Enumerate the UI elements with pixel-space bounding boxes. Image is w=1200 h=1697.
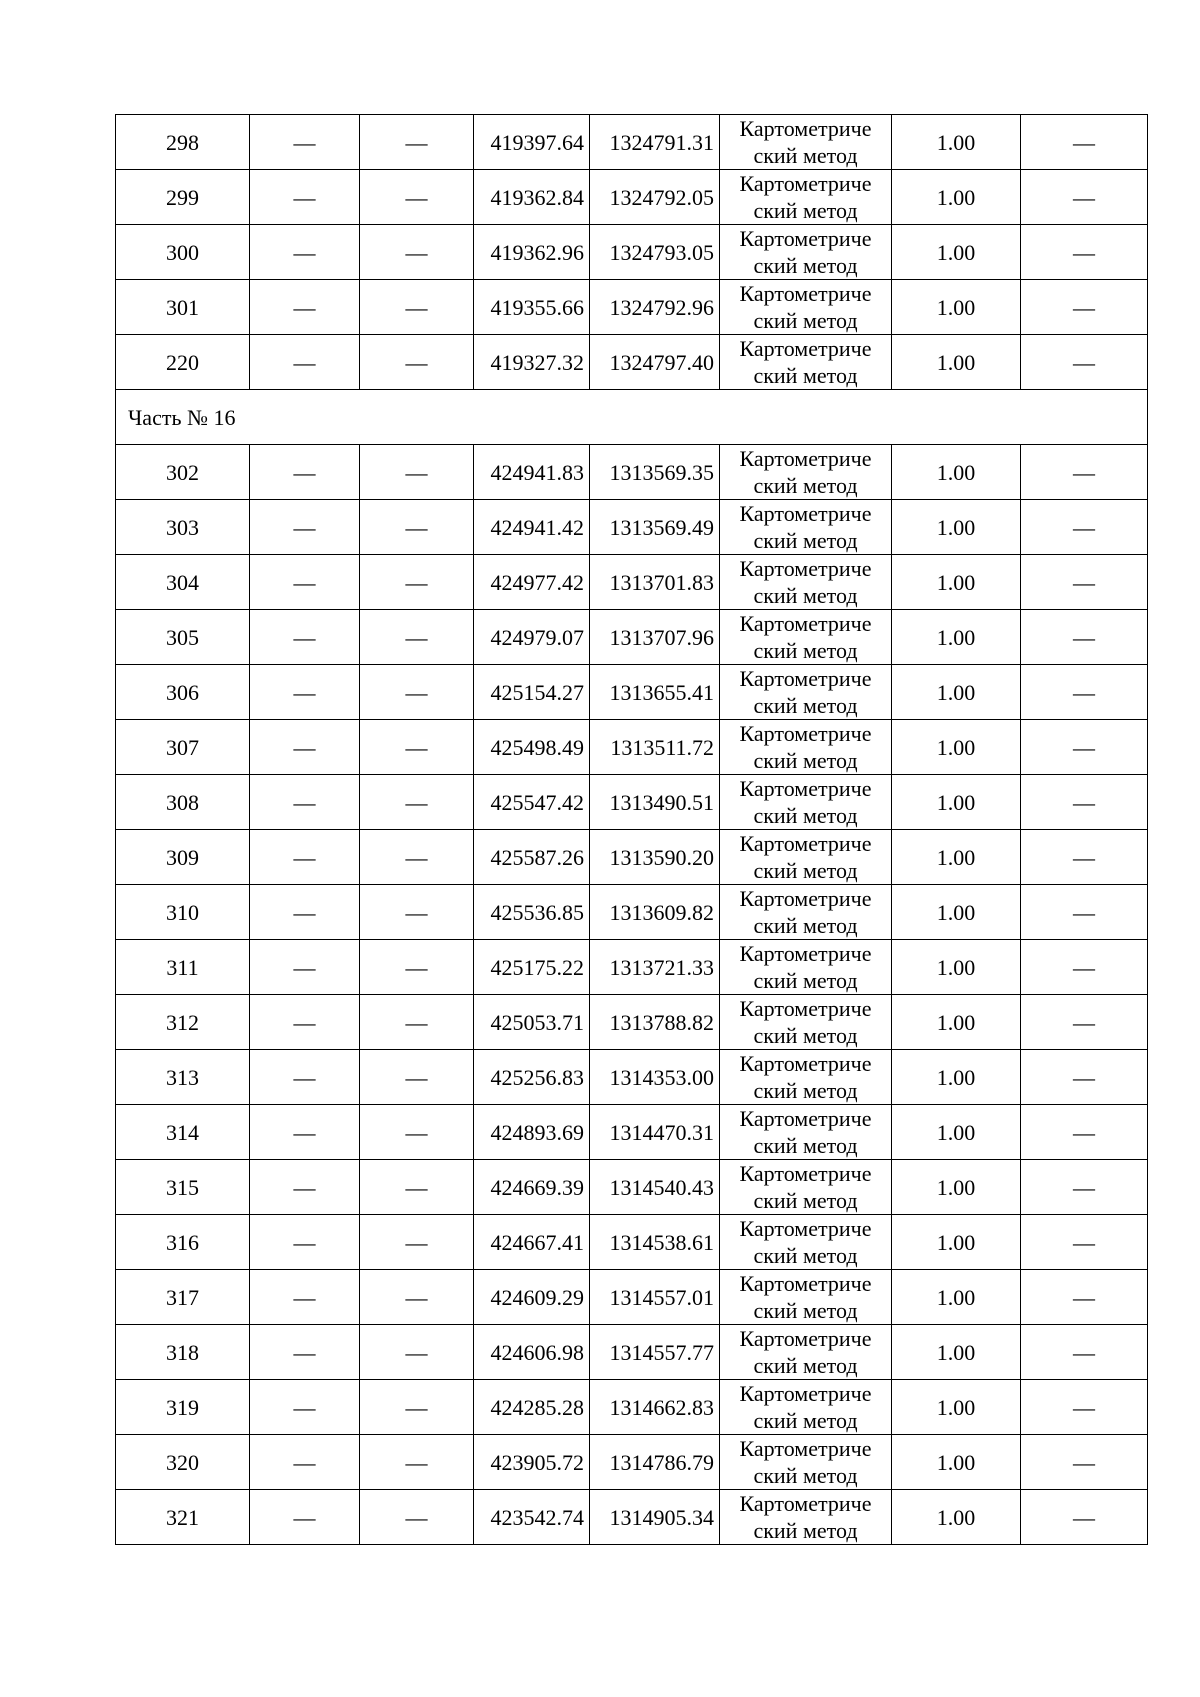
accuracy-cell: 1.00 xyxy=(892,500,1021,555)
old-x-cell: — xyxy=(250,885,360,940)
new-y-cell: 1324792.96 xyxy=(590,280,720,335)
method-cell: Картометриче ский метод xyxy=(720,1050,892,1105)
new-y-cell: 1314353.00 xyxy=(590,1050,720,1105)
new-y-cell: 1313569.35 xyxy=(590,445,720,500)
point-number-cell: 315 xyxy=(116,1160,250,1215)
point-number-cell: 317 xyxy=(116,1270,250,1325)
old-y-cell: — xyxy=(360,445,474,500)
old-x-cell: — xyxy=(250,1435,360,1490)
point-number-cell: 313 xyxy=(116,1050,250,1105)
method-cell: Картометриче ский метод xyxy=(720,1215,892,1270)
method-cell: Картометриче ский метод xyxy=(720,940,892,995)
accuracy-cell: 1.00 xyxy=(892,665,1021,720)
old-x-cell: — xyxy=(250,665,360,720)
new-y-cell: 1314538.61 xyxy=(590,1215,720,1270)
method-cell: Картометриче ский метод xyxy=(720,1325,892,1380)
description-cell: — xyxy=(1021,225,1148,280)
old-x-cell: — xyxy=(250,1380,360,1435)
table-row xyxy=(116,775,1148,830)
old-x-cell: — xyxy=(250,1270,360,1325)
new-x-cell: 419362.84 xyxy=(474,170,590,225)
description-cell: — xyxy=(1021,1435,1148,1490)
new-y-cell: 1314557.77 xyxy=(590,1325,720,1380)
description-cell: — xyxy=(1021,1105,1148,1160)
description-cell: — xyxy=(1021,445,1148,500)
old-y-cell: — xyxy=(360,885,474,940)
accuracy-cell: 1.00 xyxy=(892,1435,1021,1490)
old-y-cell: — xyxy=(360,1160,474,1215)
description-cell: — xyxy=(1021,1160,1148,1215)
method-cell: Картометриче ский метод xyxy=(720,610,892,665)
point-number-cell: 320 xyxy=(116,1435,250,1490)
table-row xyxy=(116,1215,1148,1270)
description-cell: — xyxy=(1021,500,1148,555)
new-y-cell: 1324792.05 xyxy=(590,170,720,225)
old-x-cell: — xyxy=(250,940,360,995)
accuracy-cell: 1.00 xyxy=(892,1325,1021,1380)
old-y-cell: — xyxy=(360,225,474,280)
description-cell: — xyxy=(1021,610,1148,665)
new-y-cell: 1313788.82 xyxy=(590,995,720,1050)
table-row xyxy=(116,280,1148,335)
point-number-cell: 300 xyxy=(116,225,250,280)
method-cell: Картометриче ский метод xyxy=(720,720,892,775)
accuracy-cell: 1.00 xyxy=(892,775,1021,830)
table-row xyxy=(116,500,1148,555)
new-y-cell: 1314557.01 xyxy=(590,1270,720,1325)
accuracy-cell: 1.00 xyxy=(892,940,1021,995)
old-x-cell: — xyxy=(250,445,360,500)
method-cell: Картометриче ский метод xyxy=(720,1160,892,1215)
old-y-cell: — xyxy=(360,775,474,830)
method-cell: Картометриче ский метод xyxy=(720,885,892,940)
description-cell: — xyxy=(1021,1215,1148,1270)
point-number-cell: 307 xyxy=(116,720,250,775)
old-x-cell: — xyxy=(250,280,360,335)
description-cell: — xyxy=(1021,885,1148,940)
description-cell: — xyxy=(1021,1050,1148,1105)
point-number-cell: 308 xyxy=(116,775,250,830)
new-x-cell: 425498.49 xyxy=(474,720,590,775)
table-row xyxy=(116,885,1148,940)
accuracy-cell: 1.00 xyxy=(892,1050,1021,1105)
table-row xyxy=(116,995,1148,1050)
old-y-cell: — xyxy=(360,1215,474,1270)
accuracy-cell: 1.00 xyxy=(892,555,1021,610)
old-y-cell: — xyxy=(360,610,474,665)
description-cell: — xyxy=(1021,665,1148,720)
old-x-cell: — xyxy=(250,115,360,170)
point-number-cell: 310 xyxy=(116,885,250,940)
accuracy-cell: 1.00 xyxy=(892,1490,1021,1545)
accuracy-cell: 1.00 xyxy=(892,335,1021,390)
old-y-cell: — xyxy=(360,1435,474,1490)
old-x-cell: — xyxy=(250,1215,360,1270)
method-cell: Картометриче ский метод xyxy=(720,115,892,170)
new-x-cell: 419397.64 xyxy=(474,115,590,170)
table-row xyxy=(116,1270,1148,1325)
old-x-cell: — xyxy=(250,170,360,225)
accuracy-cell: 1.00 xyxy=(892,720,1021,775)
new-y-cell: 1313511.72 xyxy=(590,720,720,775)
point-number-cell: 314 xyxy=(116,1105,250,1160)
description-cell: — xyxy=(1021,775,1148,830)
description-cell: — xyxy=(1021,555,1148,610)
table-row xyxy=(116,610,1148,665)
old-y-cell: — xyxy=(360,720,474,775)
old-y-cell: — xyxy=(360,170,474,225)
table-row xyxy=(116,1435,1148,1490)
point-number-cell: 303 xyxy=(116,500,250,555)
new-x-cell: 419327.32 xyxy=(474,335,590,390)
new-x-cell: 423905.72 xyxy=(474,1435,590,1490)
new-x-cell: 425053.71 xyxy=(474,995,590,1050)
old-x-cell: — xyxy=(250,1325,360,1380)
new-y-cell: 1313707.96 xyxy=(590,610,720,665)
method-cell: Картометриче ский метод xyxy=(720,665,892,720)
method-cell: Картометриче ский метод xyxy=(720,555,892,610)
old-y-cell: — xyxy=(360,280,474,335)
new-y-cell: 1314540.43 xyxy=(590,1160,720,1215)
old-x-cell: — xyxy=(250,1050,360,1105)
table-row xyxy=(116,720,1148,775)
new-y-cell: 1313590.20 xyxy=(590,830,720,885)
new-y-cell: 1324791.31 xyxy=(590,115,720,170)
method-cell: Картометриче ский метод xyxy=(720,1490,892,1545)
accuracy-cell: 1.00 xyxy=(892,1160,1021,1215)
old-x-cell: — xyxy=(250,610,360,665)
accuracy-cell: 1.00 xyxy=(892,1380,1021,1435)
old-x-cell: — xyxy=(250,500,360,555)
method-cell: Картометриче ский метод xyxy=(720,170,892,225)
table-row xyxy=(116,445,1148,500)
table-row xyxy=(116,830,1148,885)
section-title: Часть № 16 xyxy=(116,390,1148,445)
method-cell: Картометриче ский метод xyxy=(720,225,892,280)
old-y-cell: — xyxy=(360,115,474,170)
new-x-cell: 424667.41 xyxy=(474,1215,590,1270)
new-x-cell: 424893.69 xyxy=(474,1105,590,1160)
description-cell: — xyxy=(1021,1380,1148,1435)
table-row xyxy=(116,170,1148,225)
old-y-cell: — xyxy=(360,665,474,720)
accuracy-cell: 1.00 xyxy=(892,280,1021,335)
new-y-cell: 1314786.79 xyxy=(590,1435,720,1490)
new-y-cell: 1314662.83 xyxy=(590,1380,720,1435)
old-y-cell: — xyxy=(360,1105,474,1160)
old-y-cell: — xyxy=(360,1490,474,1545)
table-row xyxy=(116,1105,1148,1160)
old-x-cell: — xyxy=(250,1160,360,1215)
coordinates-table xyxy=(115,114,1148,1545)
point-number-cell: 301 xyxy=(116,280,250,335)
old-y-cell: — xyxy=(360,1050,474,1105)
point-number-cell: 304 xyxy=(116,555,250,610)
description-cell: — xyxy=(1021,170,1148,225)
accuracy-cell: 1.00 xyxy=(892,1215,1021,1270)
table-row xyxy=(116,115,1148,170)
new-y-cell: 1313721.33 xyxy=(590,940,720,995)
accuracy-cell: 1.00 xyxy=(892,995,1021,1050)
section-header-row xyxy=(116,390,1148,445)
old-x-cell: — xyxy=(250,225,360,280)
table-row xyxy=(116,1490,1148,1545)
point-number-cell: 316 xyxy=(116,1215,250,1270)
old-y-cell: — xyxy=(360,940,474,995)
method-cell: Картометриче ский метод xyxy=(720,445,892,500)
point-number-cell: 319 xyxy=(116,1380,250,1435)
new-x-cell: 424669.39 xyxy=(474,1160,590,1215)
method-cell: Картометриче ский метод xyxy=(720,775,892,830)
new-x-cell: 424977.42 xyxy=(474,555,590,610)
accuracy-cell: 1.00 xyxy=(892,830,1021,885)
new-x-cell: 419355.66 xyxy=(474,280,590,335)
point-number-cell: 220 xyxy=(116,335,250,390)
new-x-cell: 424979.07 xyxy=(474,610,590,665)
table-row xyxy=(116,225,1148,280)
new-x-cell: 424606.98 xyxy=(474,1325,590,1380)
table-row xyxy=(116,1325,1148,1380)
new-x-cell: 425587.26 xyxy=(474,830,590,885)
accuracy-cell: 1.00 xyxy=(892,115,1021,170)
old-y-cell: — xyxy=(360,830,474,885)
point-number-cell: 311 xyxy=(116,940,250,995)
description-cell: — xyxy=(1021,335,1148,390)
method-cell: Картометриче ский метод xyxy=(720,280,892,335)
point-number-cell: 306 xyxy=(116,665,250,720)
method-cell: Картометриче ский метод xyxy=(720,995,892,1050)
old-y-cell: — xyxy=(360,1380,474,1435)
table-row xyxy=(116,335,1148,390)
accuracy-cell: 1.00 xyxy=(892,225,1021,280)
old-x-cell: — xyxy=(250,775,360,830)
accuracy-cell: 1.00 xyxy=(892,610,1021,665)
method-cell: Картометриче ский метод xyxy=(720,335,892,390)
new-x-cell: 425256.83 xyxy=(474,1050,590,1105)
new-x-cell: 425536.85 xyxy=(474,885,590,940)
new-x-cell: 424609.29 xyxy=(474,1270,590,1325)
new-y-cell: 1313655.41 xyxy=(590,665,720,720)
table-row xyxy=(116,665,1148,720)
new-y-cell: 1314905.34 xyxy=(590,1490,720,1545)
new-y-cell: 1313701.83 xyxy=(590,555,720,610)
old-x-cell: — xyxy=(250,335,360,390)
old-x-cell: — xyxy=(250,720,360,775)
old-x-cell: — xyxy=(250,555,360,610)
table-row xyxy=(116,1160,1148,1215)
description-cell: — xyxy=(1021,115,1148,170)
method-cell: Картометриче ский метод xyxy=(720,1380,892,1435)
accuracy-cell: 1.00 xyxy=(892,885,1021,940)
point-number-cell: 312 xyxy=(116,995,250,1050)
old-y-cell: — xyxy=(360,335,474,390)
new-y-cell: 1314470.31 xyxy=(590,1105,720,1160)
table-row xyxy=(116,1050,1148,1105)
new-x-cell: 425547.42 xyxy=(474,775,590,830)
accuracy-cell: 1.00 xyxy=(892,1270,1021,1325)
method-cell: Картометриче ский метод xyxy=(720,500,892,555)
description-cell: — xyxy=(1021,1490,1148,1545)
new-y-cell: 1313609.82 xyxy=(590,885,720,940)
old-y-cell: — xyxy=(360,995,474,1050)
description-cell: — xyxy=(1021,940,1148,995)
description-cell: — xyxy=(1021,1270,1148,1325)
description-cell: — xyxy=(1021,280,1148,335)
point-number-cell: 298 xyxy=(116,115,250,170)
point-number-cell: 321 xyxy=(116,1490,250,1545)
accuracy-cell: 1.00 xyxy=(892,445,1021,500)
accuracy-cell: 1.00 xyxy=(892,170,1021,225)
method-cell: Картометриче ский метод xyxy=(720,1270,892,1325)
new-y-cell: 1313569.49 xyxy=(590,500,720,555)
old-x-cell: — xyxy=(250,1490,360,1545)
table-row xyxy=(116,940,1148,995)
new-x-cell: 423542.74 xyxy=(474,1490,590,1545)
new-y-cell: 1313490.51 xyxy=(590,775,720,830)
accuracy-cell: 1.00 xyxy=(892,1105,1021,1160)
description-cell: — xyxy=(1021,720,1148,775)
description-cell: — xyxy=(1021,830,1148,885)
new-x-cell: 419362.96 xyxy=(474,225,590,280)
table-row xyxy=(116,1380,1148,1435)
new-x-cell: 424941.42 xyxy=(474,500,590,555)
method-cell: Картометриче ский метод xyxy=(720,830,892,885)
new-x-cell: 424285.28 xyxy=(474,1380,590,1435)
point-number-cell: 318 xyxy=(116,1325,250,1380)
old-x-cell: — xyxy=(250,995,360,1050)
method-cell: Картометриче ский метод xyxy=(720,1105,892,1160)
old-x-cell: — xyxy=(250,830,360,885)
new-x-cell: 425154.27 xyxy=(474,665,590,720)
table-row xyxy=(116,555,1148,610)
old-y-cell: — xyxy=(360,500,474,555)
new-y-cell: 1324797.40 xyxy=(590,335,720,390)
point-number-cell: 302 xyxy=(116,445,250,500)
description-cell: — xyxy=(1021,1325,1148,1380)
new-y-cell: 1324793.05 xyxy=(590,225,720,280)
new-x-cell: 425175.22 xyxy=(474,940,590,995)
point-number-cell: 299 xyxy=(116,170,250,225)
old-x-cell: — xyxy=(250,1105,360,1160)
coordinates-table-body xyxy=(116,115,1148,1545)
description-cell: — xyxy=(1021,995,1148,1050)
point-number-cell: 305 xyxy=(116,610,250,665)
method-cell: Картометриче ский метод xyxy=(720,1435,892,1490)
new-x-cell: 424941.83 xyxy=(474,445,590,500)
old-y-cell: — xyxy=(360,1270,474,1325)
point-number-cell: 309 xyxy=(116,830,250,885)
old-y-cell: — xyxy=(360,555,474,610)
old-y-cell: — xyxy=(360,1325,474,1380)
